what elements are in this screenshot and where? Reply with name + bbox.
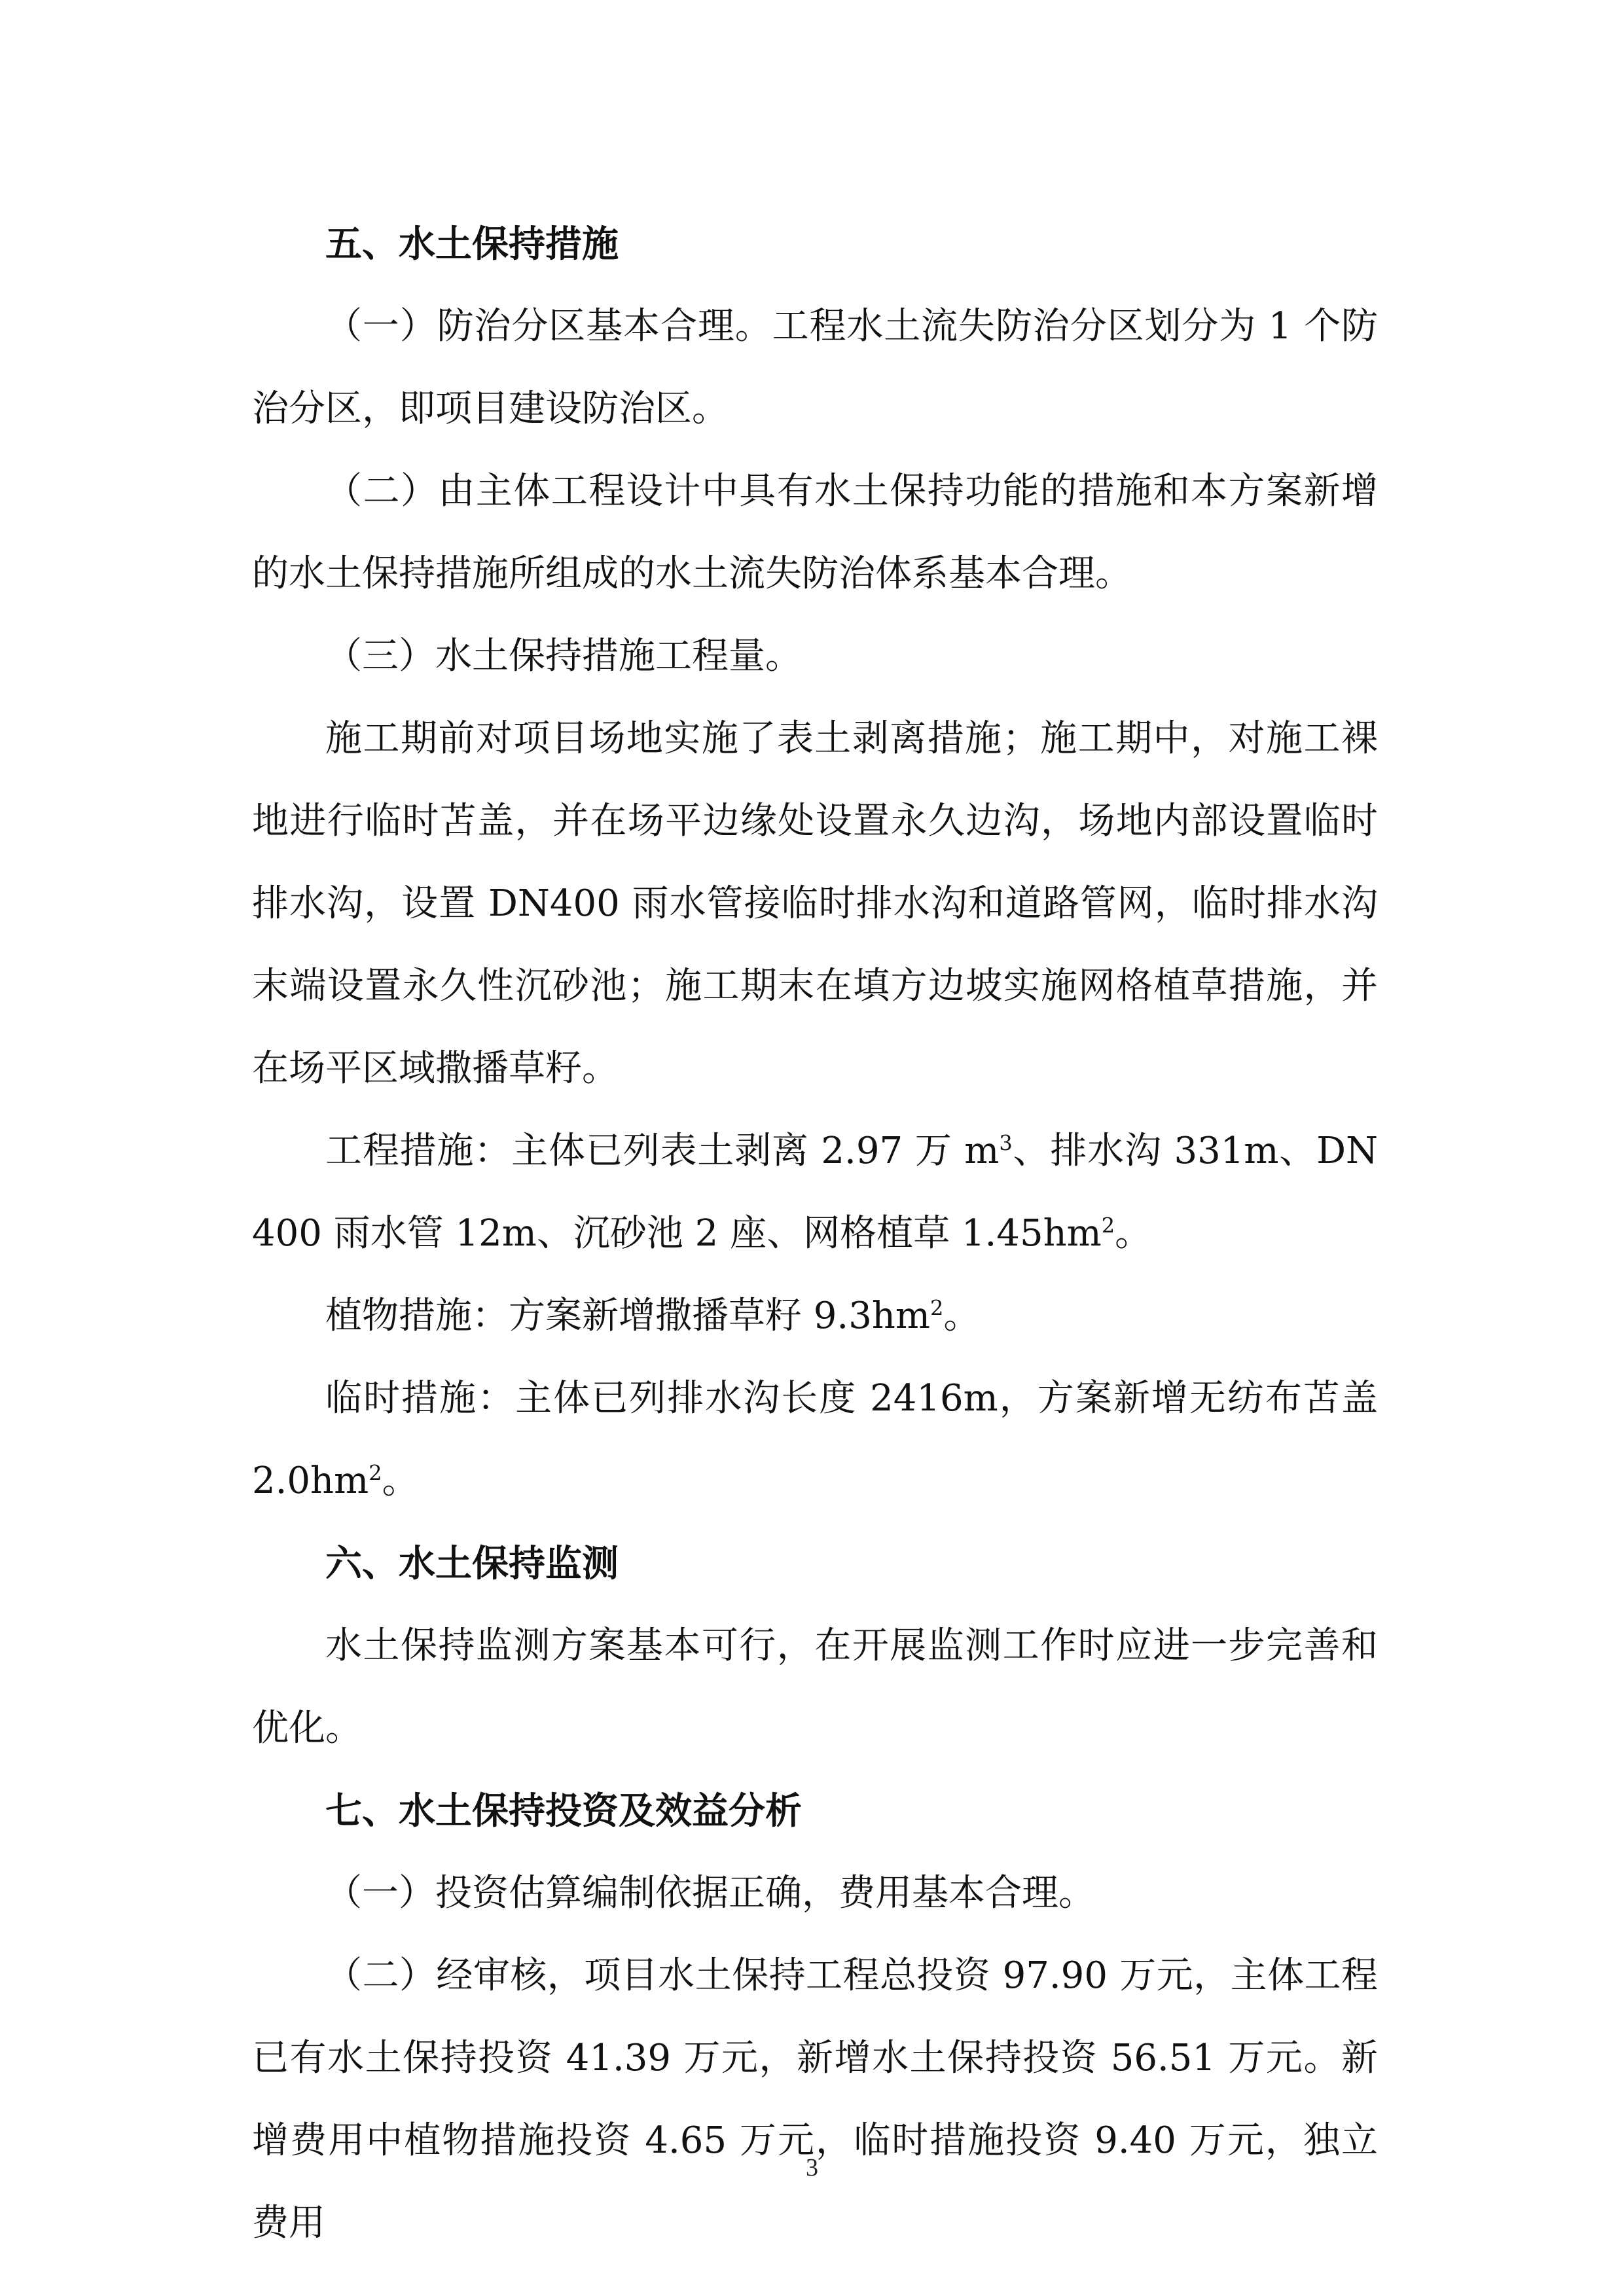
plant-measures-text-a: 植物措施：方案新增撒播草籽 9.3hm [325,1295,931,1337]
temporary-measures-paragraph [252,1357,1378,1522]
section-7-heading: 七、水土保持投资及效益分析 [325,1789,802,1833]
section-6-heading: 六、水土保持监测 [325,1542,619,1585]
temporary-measures-text-b: 。 [382,1460,419,1502]
page-number: 3 [806,2154,818,2181]
engineering-measures-text-a: 工程措施：主体已列表土剥离 2.97 万 m [325,1130,1000,1172]
plant-measures-text-b: 。 [943,1295,981,1337]
section-7-paragraph-2: （二）经审核，项目水土保持工程总投资 97.90 万元，主体工程已有水土保持投资 41.39 万元，新增水土保持投资 56.51 万元。新增费用中植物措施投资 4.65 万元，临时措施投资 9.40 万元，独立费用 [252,1954,1379,2244]
engineering-measures-text-b: 、排水沟 331m、DN400 雨水管 12m、沉砂池 2 座、网格植草 1.45hm [252,1130,1378,1255]
document-body [252,203,1378,2265]
section-5-paragraph-1: （一）防治分区基本合理。工程水土流失防治分区划分为 1 个防治分区，即项目建设防治区。 [252,305,1378,430]
temporary-measures-text-a: 临时措施：主体已列排水沟长度 2416m，方案新增无纺布苫盖 2.0hm [252,1377,1378,1502]
plant-measures-superscript: 2 [930,1295,944,1321]
engineering-measures-superscript-1: 3 [999,1130,1013,1156]
plant-measures-paragraph [252,1275,1378,1357]
section-5-paragraph-2: （二）由主体工程设计中具有水土保持功能的措施和本方案新增的水土保持措施所组成的水土流失防治体系基本合理。 [252,470,1378,595]
section-7-paragraph-1: （一）投资估算编制依据正确，费用基本合理。 [325,1872,1095,1914]
section-5-paragraph-3: （三）水土保持措施工程量。 [325,635,802,677]
section-5-heading: 五、水土保持措施 [325,223,619,266]
engineering-measures-text-c: 。 [1115,1212,1152,1255]
engineering-measures-paragraph [252,1110,1378,1275]
section-6-paragraph-1: 水土保持监测方案基本可行，在开展监测工作时应进一步完善和优化。 [252,1624,1378,1749]
section-5-paragraph-4: 施工期前对项目场地实施了表土剥离措施；施工期中，对施工裸地进行临时苫盖，并在场平边缘处设置永久边沟，场地内部设置临时排水沟，设置 DN400 雨水管接临时排水沟和道路管网，临时排水沟末端设置永久性沉砂池；施工期末在填方边坡实施网格植草措施，并在场平区域撒播草籽。 [252,717,1378,1090]
temporary-measures-superscript: 2 [369,1460,382,1486]
engineering-measures-superscript-2: 2 [1101,1213,1115,1238]
